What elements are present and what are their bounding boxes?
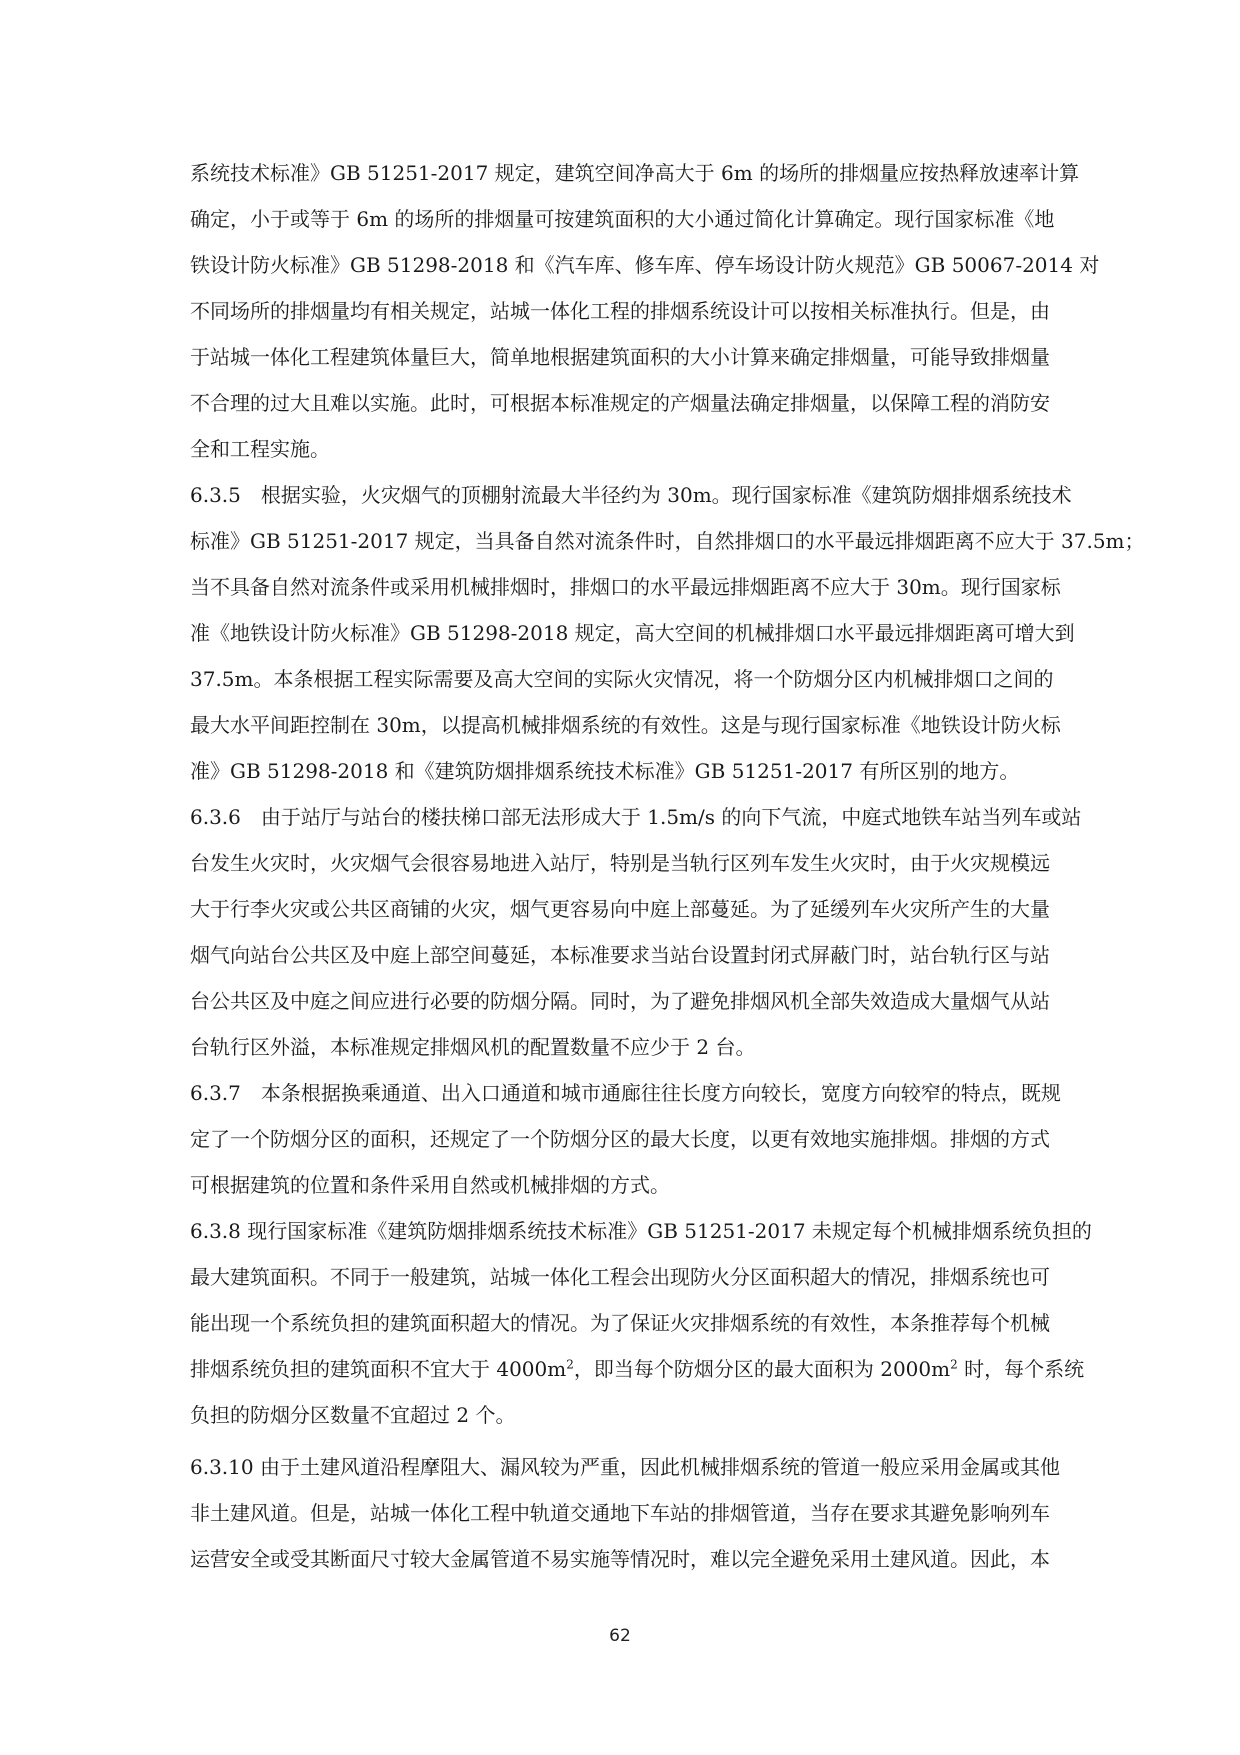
paragraph-6-3-6 [190,794,1082,1070]
text-line-with-superscript [190,1346,1085,1392]
superscript-2: 2 [950,1357,958,1372]
text-line: 准《地铁设计防火标准》GB 51298-2018 规定，高大空间的机械排烟口水平最远排烟距离可增大到 [190,621,1075,645]
area-text-2: ，即当每个防烟分区的最大面积为 2000m [573,1357,951,1381]
text-line: 可根据建筑的位置和条件采用自然或机械排烟的方式。 [190,1173,670,1197]
text-line: 台发生火灾时，火灾烟气会很容易地进入站厅，特别是当轨行区列车发生火灾时，由于火灾规模远 [190,851,1050,875]
paragraph-6-3-7 [190,1070,1060,1208]
text-line: 当不具备自然对流条件或采用机械排烟时，排烟口的水平最远排烟距离不应大于 30m。现行国家标 [190,575,1061,599]
text-line: 6.3.7 本条根据换乘通道、出入口通道和城市通廊往往长度方向较长，宽度方向较窄的特点，既规 [190,1081,1061,1105]
text-line: 最大建筑面积。不同于一般建筑，站城一体化工程会出现防火分区面积超大的情况，排烟系统也可 [190,1265,1050,1289]
text-line: 定了一个防烟分区的面积，还规定了一个防烟分区的最大长度，以更有效地实施排烟。排烟的方式 [190,1127,1050,1151]
text-line: 6.3.8 现行国家标准《建筑防烟排烟系统技术标准》GB 51251-2017 未规定每个机械排烟系统负担的 [190,1219,1092,1243]
document-body [190,150,1145,1582]
text-line: 准》GB 51298-2018 和《建筑防烟排烟系统技术标准》GB 51251-2017 有所区别的地方。 [190,759,1020,783]
text-line: 系统技术标准》GB 51251-2017 规定，建筑空间净高大于 6m 的场所的排烟量应按热释放速率计算 [190,161,1080,185]
text-line: 不同场所的排烟量均有相关规定，站城一体化工程的排烟系统设计可以按相关标准执行。但是，由 [190,299,1050,323]
area-text-1: 排烟系统负担的建筑面积不宜大于 4000m [190,1357,567,1381]
text-line: 37.5m。本条根据工程实际需要及高大空间的实际火灾情况，将一个防烟分区内机械排烟口之间的 [190,667,1054,691]
paragraph-6-3-10 [190,1444,1060,1582]
text-line: 非土建风道。但是，站城一体化工程中轨道交通地下车站的排烟管道，当存在要求其避免影响列车 [190,1501,1050,1525]
text-line: 最大水平间距控制在 30m，以提高机械排烟系统的有效性。这是与现行国家标准《地铁设计防火标 [190,713,1061,737]
text-line: 运营安全或受其断面尺寸较大金属管道不易实施等情况时，难以完全避免采用土建风道。因此，本 [190,1547,1050,1571]
text-line: 台公共区及中庭之间应进行必要的防烟分隔。同时，为了避免排烟风机全部失效造成大量烟气从站 [190,989,1050,1013]
text-line: 确定，小于或等于 6m 的场所的排烟量可按建筑面积的大小通过简化计算确定。现行国家标准《地 [190,207,1055,231]
page-number: 62 [609,1626,631,1646]
area-text-3: 时，每个系统 [957,1357,1085,1381]
text-line: 6.3.5 根据实验，火灾烟气的顶棚射流最大半径约为 30m。现行国家标准《建筑防烟排烟系统技术 [190,483,1072,507]
text-line: 不合理的过大且难以实施。此时，可根据本标准规定的产烟量法确定排烟量，以保障工程的消防安 [190,391,1050,415]
text-line: 6.3.6 由于站厅与站台的楼扶梯口部无法形成大于 1.5m/s 的向下气流，中庭式地铁车站当列车或站 [190,805,1082,829]
paragraph-6-3-8 [190,1208,1092,1438]
text-line: 铁设计防火标准》GB 51298-2018 和《汽车库、修车库、停车场设计防火规范》GB 50067-2014 对 [190,253,1100,277]
paragraph-continuation [190,150,1100,472]
text-line: 全和工程实施。 [190,437,330,461]
text-line: 能出现一个系统负担的建筑面积超大的情况。为了保证火灾排烟系统的有效性，本条推荐每个机械 [190,1311,1050,1335]
paragraph-6-3-5 [190,472,1145,794]
text-line: 台轨行区外溢，本标准规定排烟风机的配置数量不应少于 2 台。 [190,1035,756,1059]
text-line: 大于行李火灾或公共区商铺的火灾，烟气更容易向中庭上部蔓延。为了延缓列车火灾所产生的大量 [190,897,1050,921]
text-line: 负担的防烟分区数量不宜超过 2 个。 [190,1403,516,1427]
text-line: 烟气向站台公共区及中庭上部空间蔓延，本标准要求当站台设置封闭式屏蔽门时，站台轨行区与站 [190,943,1050,967]
superscript-2: 2 [566,1357,574,1372]
text-line: 标准》GB 51251-2017 规定，当具备自然对流条件时，自然排烟口的水平最远排烟距离不应大于 37.5m； [190,529,1145,553]
text-line: 6.3.10 由于土建风道沿程摩阻大、漏风较为严重，因此机械排烟系统的管道一般应采用金属或其他 [190,1455,1060,1479]
text-line: 于站城一体化工程建筑体量巨大，简单地根据建筑面积的大小计算来确定排烟量，可能导致排烟量 [190,345,1050,369]
